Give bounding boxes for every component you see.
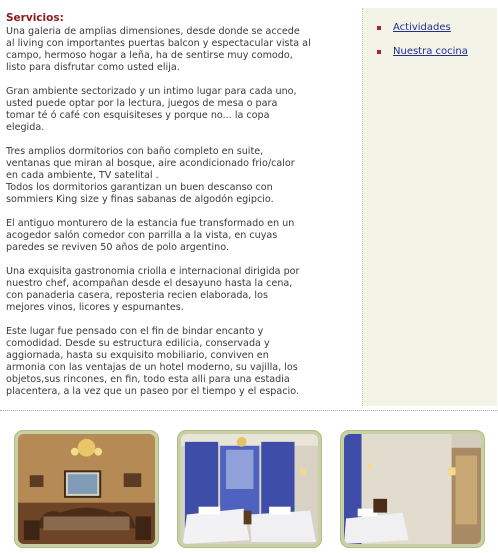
bedroom-photo[interactable] <box>340 430 485 548</box>
living-room-photo[interactable] <box>14 430 159 548</box>
sidebar-item-actividades <box>375 22 497 34</box>
services-description: Una galeria de amplias dimensiones, desde donde se accede al living con importantes puertas balcon y espectacular vista al campo, hermoso hogar a leña, ha de sentirse muy comodo, listo para disfrutar como usted elija. Gran ambiente sectorizado y un intimo lugar para cada uno, usted puede optar por la lectura, juegos de mesa o para tomar té ó café con esquisiteses y porque no... la copa elegida. Tres amplios dormitorios con baño completo en suite, ventanas que miran al bosque, aire acondicionado frio/calor en cada ambiente, TV satelital . Todos los dormitorios garantizan un buen descanso con sommiers King size y finas sabanas de algodón egipcio. El antiguo monturero de la estancia fue transformado en un acogedor salón comedor con parrilla a la vista, en cuyas paredes se reviven 50 años de polo argentino. Una exquisita gastronomia criolla e internacional dirigida por nuestro chef, acompañan desde el desayuno hasta la cena, con panaderia casera, reposteria recien elaborada, los mejores vinos, licores y espumantes. Este lugar fue pensado con el fin de bindar encanto y comodidad. Desde su estructura edilicia, conservada y aggiornada, hasta su exquisito mobiliario, conviven en armonia con las ventajas de un hotel moderno, su vajilla, los objetos,sus rincones, en fin, todo esta alli para una estadia placentera, a la vez que un paseo por el tiempo y el espacio. <box>6 26 311 397</box>
twin-bedroom-image <box>181 434 318 544</box>
section-divider <box>0 410 498 411</box>
section-heading: Servicios: <box>6 12 64 24</box>
sidebar <box>362 8 497 406</box>
main-content <box>0 8 360 406</box>
square-bullet-icon <box>377 50 381 54</box>
sidebar-item-nuestra-cocina <box>375 46 497 58</box>
actividades-link[interactable]: Actividades <box>393 22 451 33</box>
square-bullet-icon <box>377 26 381 30</box>
bedroom-image <box>344 434 481 544</box>
sidebar-nav <box>363 8 497 58</box>
twin-bedroom-photo[interactable] <box>177 430 322 548</box>
living-room-image <box>18 434 155 544</box>
nuestra-cocina-link[interactable]: Nuestra cocina <box>393 46 468 57</box>
